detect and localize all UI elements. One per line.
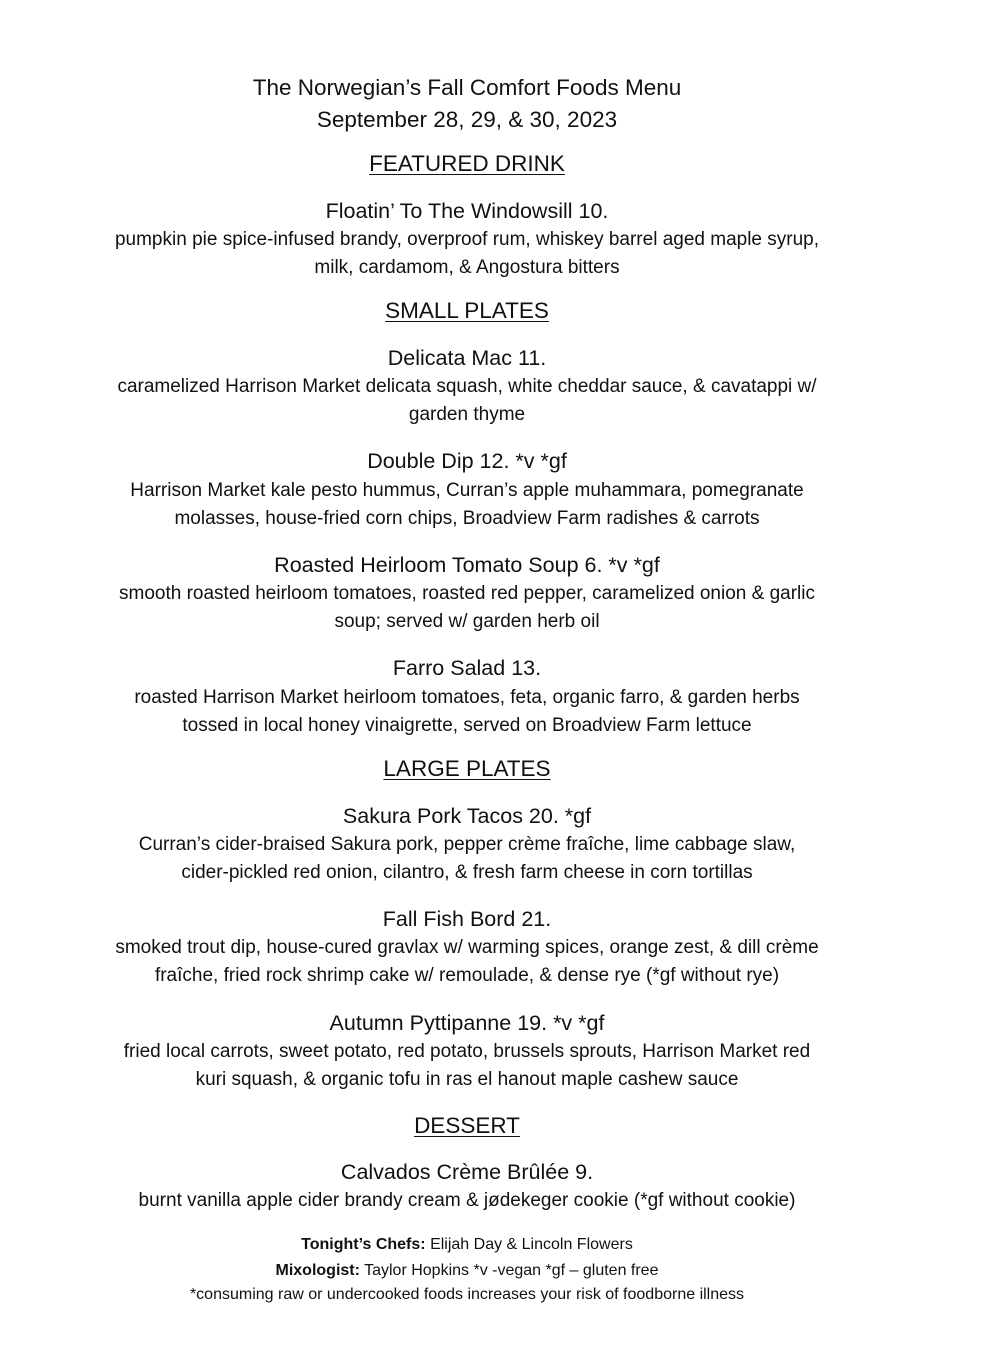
menu-item-description: molasses, house-fried corn chips, Broadview Farm radishes & carrots (174, 508, 760, 529)
food-safety-warning: *consuming raw or undercooked foods increases your risk of foodborne illness (189, 1286, 745, 1303)
menu-item-name-row (0, 1008, 934, 1038)
menu-item-name: Roasted Heirloom Tomato Soup 6. (274, 553, 603, 577)
menu-item-description: pumpkin pie spice-infused brandy, overproof rum, whiskey barrel aged maple syrup, (114, 229, 820, 250)
menu-item-name-row (0, 801, 934, 831)
dietary-tags: *v *gf (553, 1011, 605, 1035)
menu-item-name: Calvados Crème Brûlée 9. (340, 1160, 594, 1184)
menu-item-name: Double Dip 12. (367, 449, 510, 473)
menu-item-description: tossed in local honey vinaigrette, served on Broadview Farm lettuce (182, 715, 752, 736)
menu-item-name: Delicata Mac 11. (387, 346, 547, 370)
menu-item-description: milk, cardamom, & Angostura bitters (314, 257, 620, 278)
menu-item-name: Sakura Pork Tacos 20. (342, 804, 559, 828)
dietary-tags: *v *gf (515, 449, 567, 473)
mixologist-label: Mixologist: (275, 1262, 360, 1279)
menu-item-description: Harrison Market kale pesto hummus, Curran’s apple muhammara, pomegranate (130, 480, 804, 501)
section-heading-featured-drink: FEATURED DRINK (369, 151, 565, 176)
menu-item-description: fried local carrots, sweet potato, red potato, brussels sprouts, Harrison Market red (123, 1041, 811, 1062)
menu-item-description: fraîche, fried rock shrimp cake w/ remoulade, & dense rye (*gf without rye) (154, 965, 780, 986)
menu-item-description: soup; served w/ garden herb oil (334, 611, 600, 632)
menu-item-name-row (0, 550, 934, 580)
section-heading-dessert: DESSERT (414, 1113, 520, 1138)
menu-item-description: kuri squash, & organic tofu in ras el hanout maple cashew sauce (195, 1069, 739, 1090)
dietary-tags: *v *gf (608, 553, 660, 577)
mixologist-value: Taylor Hopkins *v -vegan *gf – gluten free (364, 1262, 659, 1279)
menu-item-name-row (0, 446, 934, 476)
dietary-tags: *gf (564, 804, 592, 828)
menu-item-name: Autumn Pyttipanne 19. (329, 1011, 548, 1035)
chefs-label: Tonight’s Chefs: (301, 1236, 426, 1253)
menu-item-description: garden thyme (408, 404, 526, 425)
menu-item-description: cider-pickled red onion, cilantro, & fresh farm cheese in corn tortillas (181, 862, 753, 883)
menu-item-description: smoked trout dip, house-cured gravlax w/ warming spices, orange zest, & dill crème (115, 937, 819, 958)
section-heading-small-plates: SMALL PLATES (385, 298, 549, 323)
chefs-line (0, 1233, 934, 1258)
chefs-value: Elijah Day & Lincoln Flowers (430, 1236, 633, 1253)
menu-item-name: Floatin’ To The Windowsill 10. (325, 199, 609, 223)
menu-dates: September 28, 29, & 30, 2023 (316, 107, 618, 132)
menu-item-description: caramelized Harrison Market delicata squash, white cheddar sauce, & cavatappi w/ (117, 376, 817, 397)
menu-title: The Norwegian’s Fall Comfort Foods Menu (252, 75, 682, 100)
menu-item-name: Fall Fish Bord 21. (382, 907, 552, 931)
menu-item-description: burnt vanilla apple cider brandy cream & jødekeger cookie (*gf without cookie) (138, 1190, 796, 1211)
mixologist-line (0, 1259, 934, 1284)
menu-item-description: roasted Harrison Market heirloom tomatoes, feta, organic farro, & garden herbs (134, 687, 800, 708)
menu-item-description: smooth roasted heirloom tomatoes, roasted red pepper, caramelized onion & garlic (119, 583, 815, 604)
section-heading-large-plates: LARGE PLATES (383, 756, 551, 781)
menu-item-description: Curran’s cider-braised Sakura pork, pepper crème fraîche, lime cabbage slaw, (138, 834, 796, 855)
menu-item-name: Farro Salad 13. (392, 656, 542, 680)
